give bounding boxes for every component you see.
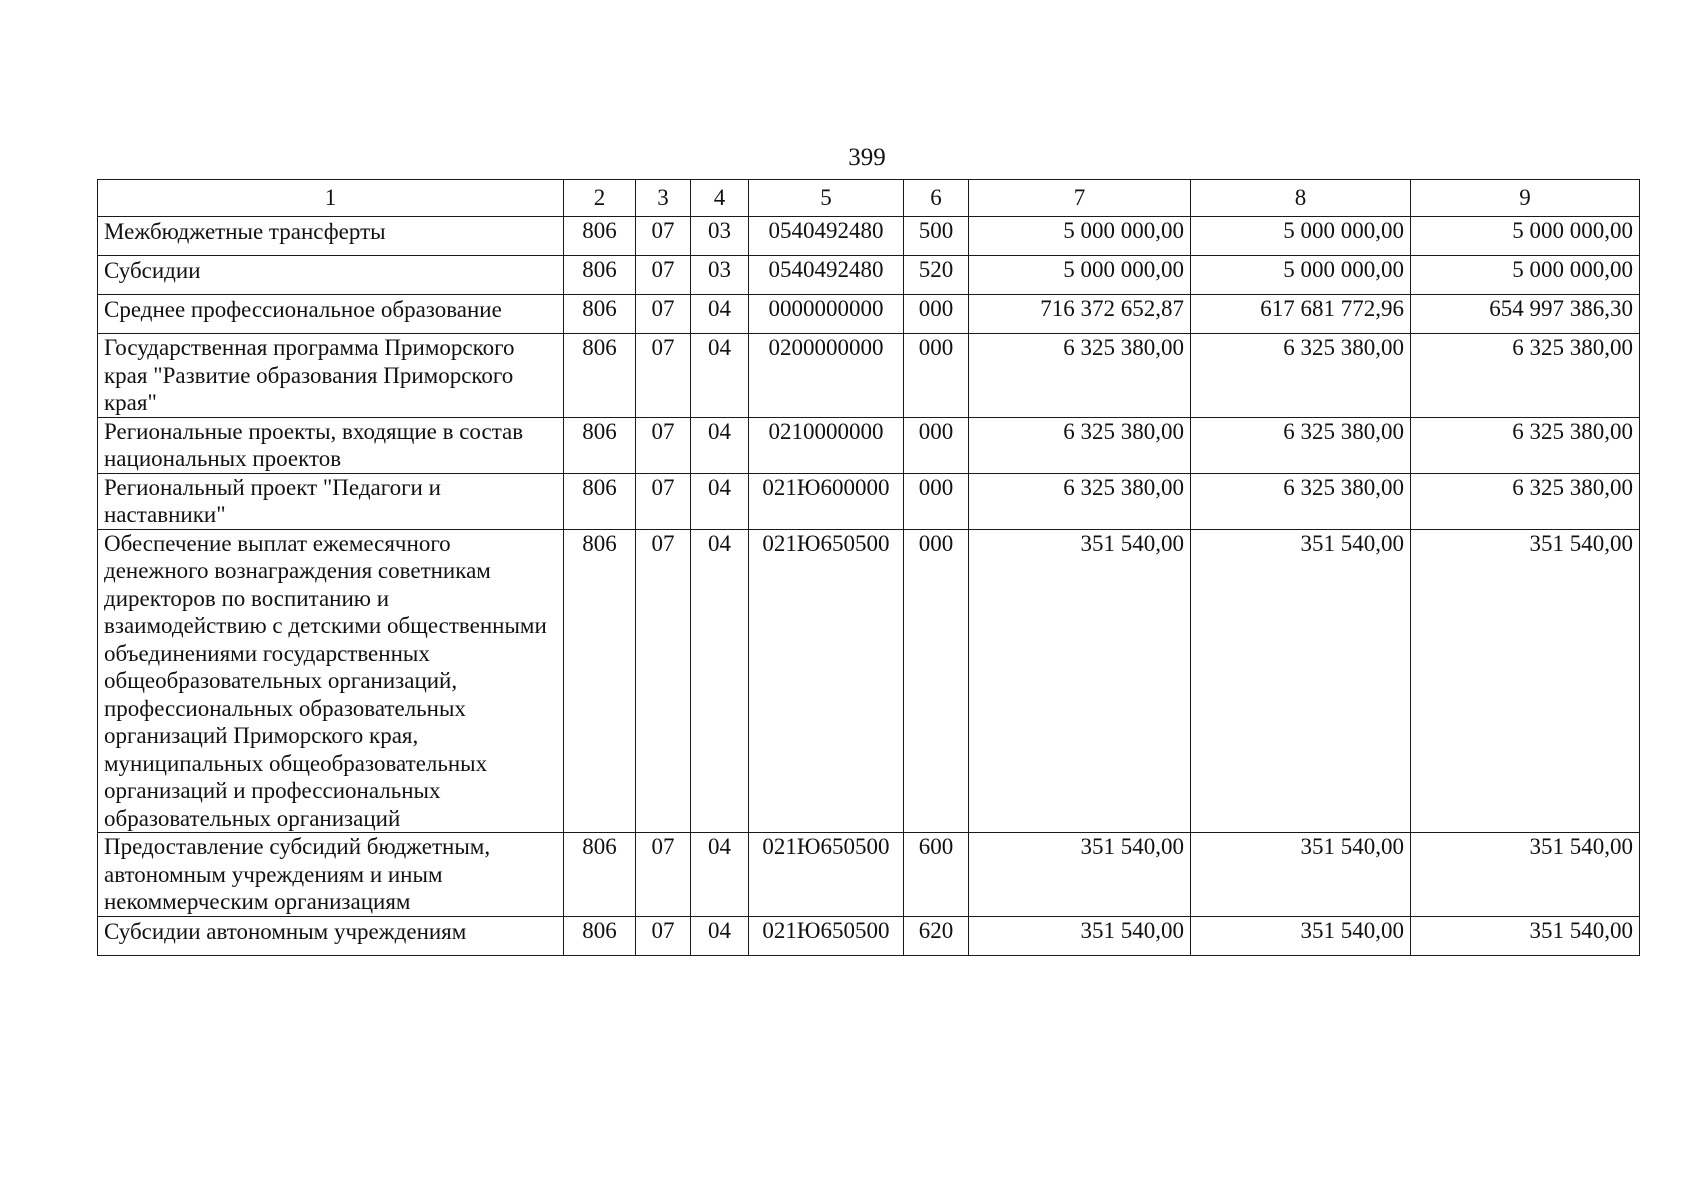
- row-code-4: 04: [691, 295, 749, 334]
- row-name: Региональный проект "Педагоги и наставники": [98, 473, 564, 529]
- row-code-6: 000: [904, 529, 969, 833]
- row-code-2: 806: [564, 916, 636, 955]
- row-code-5: 0210000000: [749, 417, 904, 473]
- row-amount-7: 6 325 380,00: [969, 473, 1191, 529]
- row-amount-8: 617 681 772,96: [1191, 295, 1411, 334]
- table-row: [98, 334, 1640, 418]
- table-header: [98, 180, 1640, 217]
- row-amount-8: 5 000 000,00: [1191, 217, 1411, 256]
- row-code-5: 0000000000: [749, 295, 904, 334]
- row-code-6: 000: [904, 417, 969, 473]
- row-amount-8: 6 325 380,00: [1191, 473, 1411, 529]
- row-code-6: 500: [904, 217, 969, 256]
- row-code-3: 07: [636, 256, 691, 295]
- row-code-5: 021Ю650500: [749, 916, 904, 955]
- row-code-5: 0200000000: [749, 334, 904, 418]
- header-row: [98, 180, 1640, 217]
- table-row: [98, 417, 1640, 473]
- row-code-3: 07: [636, 334, 691, 418]
- page-number: 399: [848, 144, 886, 171]
- row-code-4: 04: [691, 833, 749, 917]
- header-col-4: 4: [691, 180, 749, 217]
- row-amount-8: 351 540,00: [1191, 916, 1411, 955]
- table-row: [98, 833, 1640, 917]
- row-code-4: 04: [691, 417, 749, 473]
- table-row: [98, 916, 1640, 955]
- row-name: Предоставление субсидий бюджетным, автономным учреждениям и иным некоммерческим организациям: [98, 833, 564, 917]
- row-amount-7: 351 540,00: [969, 529, 1191, 833]
- row-amount-8: 5 000 000,00: [1191, 256, 1411, 295]
- row-code-5: 021Ю650500: [749, 833, 904, 917]
- row-code-4: 04: [691, 334, 749, 418]
- row-name: Межбюджетные трансферты: [98, 217, 564, 256]
- header-col-5: 5: [749, 180, 904, 217]
- row-amount-9: 351 540,00: [1411, 833, 1640, 917]
- row-code-4: 04: [691, 916, 749, 955]
- table-row: [98, 295, 1640, 334]
- row-code-2: 806: [564, 295, 636, 334]
- row-name: Среднее профессиональное образование: [98, 295, 564, 334]
- row-code-2: 806: [564, 334, 636, 418]
- table-body: [98, 217, 1640, 956]
- row-code-3: 07: [636, 295, 691, 334]
- row-name: Субсидии автономным учреждениям: [98, 916, 564, 955]
- row-amount-9: 6 325 380,00: [1411, 417, 1640, 473]
- row-code-3: 07: [636, 916, 691, 955]
- row-code-5: 0540492480: [749, 256, 904, 295]
- row-code-4: 04: [691, 529, 749, 833]
- row-code-2: 806: [564, 529, 636, 833]
- header-col-1: 1: [98, 180, 564, 217]
- row-code-4: 03: [691, 217, 749, 256]
- row-amount-7: 6 325 380,00: [969, 417, 1191, 473]
- row-code-3: 07: [636, 473, 691, 529]
- row-code-5: 0540492480: [749, 217, 904, 256]
- row-amount-9: 6 325 380,00: [1411, 334, 1640, 418]
- row-amount-7: 6 325 380,00: [969, 334, 1191, 418]
- header-col-7: 7: [969, 180, 1191, 217]
- row-amount-9: 654 997 386,30: [1411, 295, 1640, 334]
- row-code-3: 07: [636, 417, 691, 473]
- row-name: Субсидии: [98, 256, 564, 295]
- row-amount-9: 6 325 380,00: [1411, 473, 1640, 529]
- row-code-3: 07: [636, 217, 691, 256]
- header-col-8: 8: [1191, 180, 1411, 217]
- row-amount-8: 351 540,00: [1191, 833, 1411, 917]
- row-amount-7: 716 372 652,87: [969, 295, 1191, 334]
- header-col-3: 3: [636, 180, 691, 217]
- row-code-2: 806: [564, 256, 636, 295]
- table-row: [98, 529, 1640, 833]
- row-code-4: 04: [691, 473, 749, 529]
- row-code-5: 021Ю650500: [749, 529, 904, 833]
- row-amount-7: 5 000 000,00: [969, 256, 1191, 295]
- row-code-2: 806: [564, 473, 636, 529]
- budget-table: [97, 179, 1640, 956]
- header-col-9: 9: [1411, 180, 1640, 217]
- row-code-6: 000: [904, 473, 969, 529]
- row-code-3: 07: [636, 529, 691, 833]
- row-code-6: 620: [904, 916, 969, 955]
- row-amount-7: 351 540,00: [969, 916, 1191, 955]
- table-row: [98, 473, 1640, 529]
- row-code-2: 806: [564, 833, 636, 917]
- row-amount-7: 5 000 000,00: [969, 217, 1191, 256]
- row-amount-9: 351 540,00: [1411, 529, 1640, 833]
- row-code-6: 600: [904, 833, 969, 917]
- row-name: Обеспечение выплат ежемесячного денежного вознаграждения советникам директоров по воспитанию и взаимодействию с детскими общественными объединениями государственных общеобразовательных организаций, профессиональных образовательных организаций Приморского края, муниципальных общеобразовательных организаций и профессиональных образовательных организаций: [98, 529, 564, 833]
- row-code-2: 806: [564, 417, 636, 473]
- row-amount-9: 5 000 000,00: [1411, 217, 1640, 256]
- row-name: Региональные проекты, входящие в состав национальных проектов: [98, 417, 564, 473]
- header-col-6: 6: [904, 180, 969, 217]
- row-code-5: 021Ю600000: [749, 473, 904, 529]
- row-code-6: 000: [904, 295, 969, 334]
- row-amount-8: 6 325 380,00: [1191, 334, 1411, 418]
- row-amount-9: 5 000 000,00: [1411, 256, 1640, 295]
- row-code-4: 03: [691, 256, 749, 295]
- row-code-6: 520: [904, 256, 969, 295]
- row-code-6: 000: [904, 334, 969, 418]
- row-name: Государственная программа Приморского края "Развитие образования Приморского края": [98, 334, 564, 418]
- row-code-2: 806: [564, 217, 636, 256]
- table-row: [98, 217, 1640, 256]
- row-amount-7: 351 540,00: [969, 833, 1191, 917]
- row-code-3: 07: [636, 833, 691, 917]
- row-amount-8: 351 540,00: [1191, 529, 1411, 833]
- row-amount-8: 6 325 380,00: [1191, 417, 1411, 473]
- table-row: [98, 256, 1640, 295]
- header-col-2: 2: [564, 180, 636, 217]
- row-amount-9: 351 540,00: [1411, 916, 1640, 955]
